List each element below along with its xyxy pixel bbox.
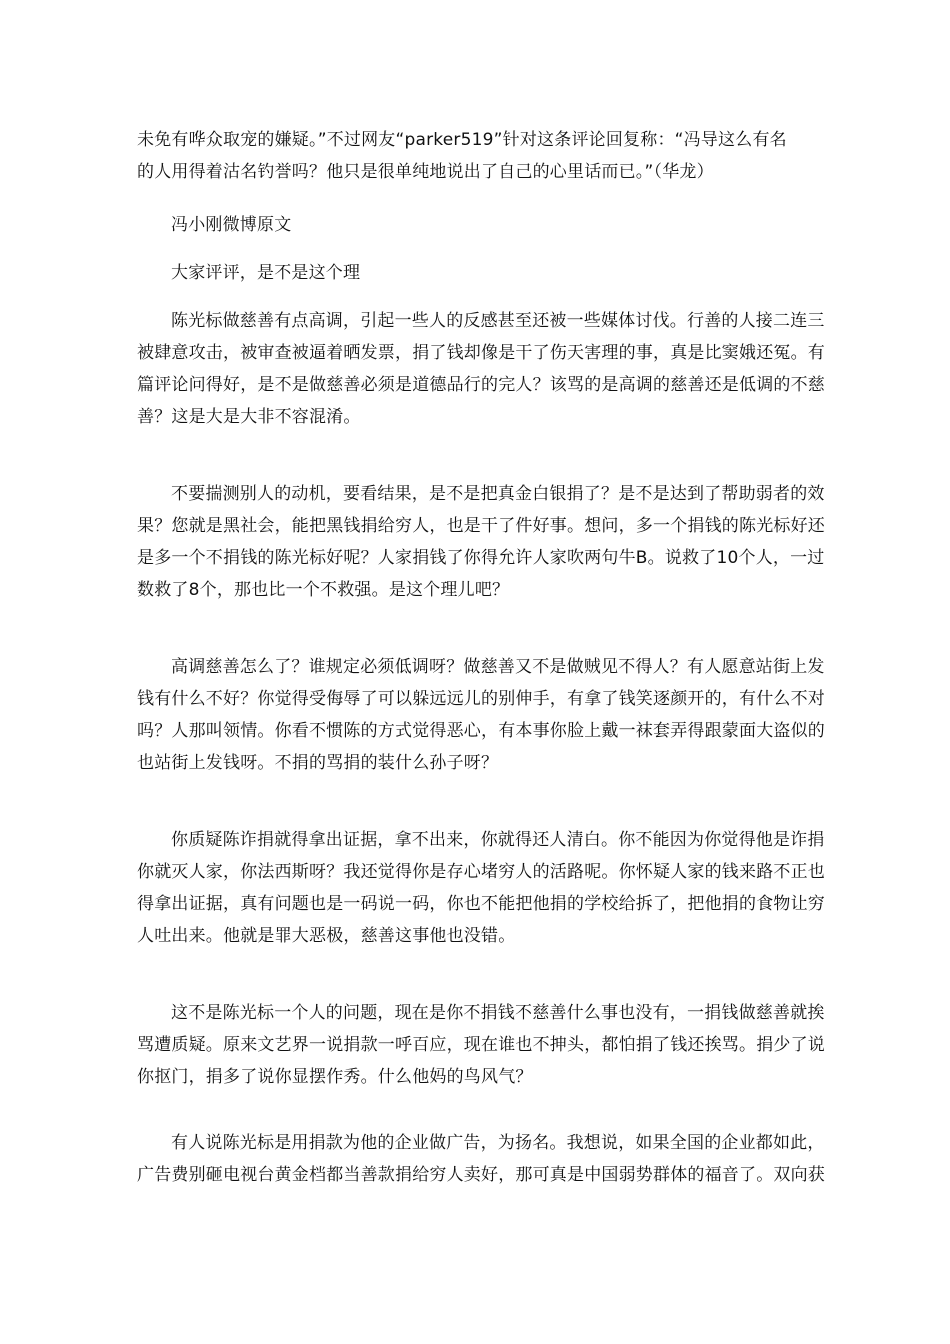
paragraph [137,651,825,779]
weibo-title [137,257,817,289]
text-line: 骂遭质疑。原来文艺界一说捐款一呼百应，现在谁也不抻头，都怕捐了钱还挨骂。捐少了说 [137,1035,825,1055]
text-line: 你质疑陈诈捐就得拿出证据，拿不出来，你就得还人清白。你不能因为你觉得他是诈捐 [171,830,825,850]
text-line: 钱有什么不好？你觉得受侮辱了可以躲远远儿的别伸手，有拿了钱笑逐颜开的，有什么不对 [137,689,825,709]
text-line: 人吐出来。他就是罪大恶极，慈善这事他也没错。 [137,926,516,946]
text-line: 陈光标做慈善有点高调，引起一些人的反感甚至还被一些媒体讨伐。行善的人接二连三 [171,311,825,331]
text-line: 有人说陈光标是用捐款为他的企业做广告，为扬名。我想说，如果全国的企业都如此， [171,1133,825,1153]
text-line: 果？您就是黑社会，能把黑钱捐给穷人，也是干了件好事。想问，多一个捐钱的陈光标好还 [137,516,825,536]
paragraph-continued-comment [137,124,817,188]
text-line: 吗？人那叫领情。你看不惯陈的方式觉得恶心，有本事你脸上戴一袜套弄得跟蒙面大盗似的 [137,721,825,741]
text-line: 高调慈善怎么了？谁规定必须低调呀？做慈善又不是做贼见不得人？有人愿意站街上发 [171,657,825,677]
section-heading [137,209,817,241]
text-line: 你就灭人家，你法西斯呀？我还觉得你是存心堵穷人的活路呢。你怀疑人家的钱来路不正也 [137,862,825,882]
text-line: 不要揣测别人的动机，要看结果，是不是把真金白银捐了？是不是达到了帮助弱者的效 [171,484,825,504]
text-line: 的人用得着沽名钓誉吗？他只是很单纯地说出了自己的心里话而已。”（华龙） [137,162,714,182]
text-line: 得拿出证据，真有问题也是一码说一码，你也不能把他捐的学校给拆了，把他捐的食物让穷 [137,894,825,914]
text-line: 你抠门，捐多了说你显摆作秀。什么他妈的鸟风气？ [137,1067,533,1087]
text-line: 篇评论问得好，是不是做慈善必须是道德品行的完人？该骂的是高调的慈善还是低调的不慈 [137,375,825,395]
paragraph [137,1127,825,1191]
text-line: 未免有哗众取宠的嫌疑。”不过网友“parker519”针对这条评论回复称：“冯导这么有名 [137,130,787,150]
text-line: 被肆意攻击，被审查被逼着晒发票，捐了钱却像是干了伤天害理的事，真是比窦娥还冤。有 [137,343,825,363]
paragraph [137,997,825,1093]
text-line: 这不是陈光标一个人的问题，现在是你不捐钱不慈善什么事也没有，一捐钱做慈善就挨 [171,1003,825,1023]
paragraph [137,478,825,606]
paragraph [137,824,825,952]
text-line: 数救了8个，那也比一个不救强。是这个理儿吧？ [137,580,510,600]
title-text: 大家评评，是不是这个理 [171,263,361,283]
text-line: 是多一个不捐钱的陈光标好呢？人家捐钱了你得允许人家吹两句牛B。说救了10个人，一过 [137,548,825,568]
text-line: 善？这是大是大非不容混淆。 [137,407,361,427]
paragraph [137,305,825,433]
heading-text: 冯小刚微博原文 [171,215,292,235]
text-line: 广告费别砸电视台黄金档都当善款捐给穷人卖好，那可真是中国弱势群体的福音了。双向获 [137,1165,825,1185]
text-line: 也站街上发钱呀。不捐的骂捐的装什么孙子呀？ [137,753,499,773]
